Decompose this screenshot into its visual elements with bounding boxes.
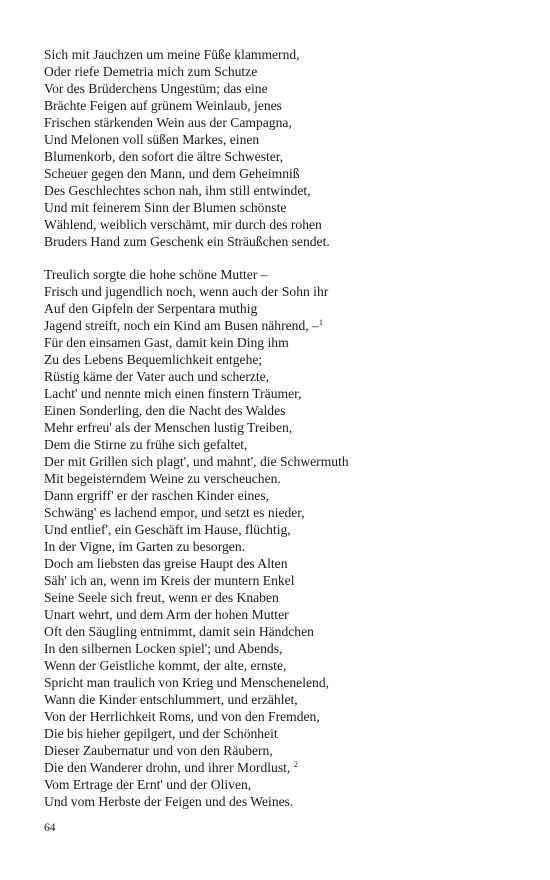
poem-line: [44, 708, 349, 725]
poem-line-text: Treulich sorgte die hohe schöne Mutter –: [44, 267, 268, 282]
poem-line-text: Lacht' und nennte mich einen finstern Träumer,: [44, 386, 302, 401]
poem-line-text: Unart wehrt, und dem Arm der hohen Mutter: [44, 607, 289, 622]
poem-line: [44, 182, 330, 199]
poem-line: [44, 793, 349, 810]
poem-line: [44, 436, 349, 453]
poem-line: [44, 402, 349, 419]
poem-line-text: Doch am liebsten das greise Haupt des Alten: [44, 556, 288, 571]
poem-line: [44, 283, 349, 300]
poem-line-text: Scheuer gegen den Mann, und dem Geheimniß: [44, 166, 300, 181]
poem-line: [44, 266, 349, 283]
poem-line-text: Und entlief', ein Geschäft im Hause, flüchtig,: [44, 522, 291, 537]
poem-line-text: In den silbernen Locken spiel'; und Abends,: [44, 641, 283, 656]
poem-line: [44, 487, 349, 504]
poem-line: [44, 385, 349, 402]
poem-line: [44, 572, 349, 589]
poem-line: [44, 131, 330, 148]
poem-line: [44, 233, 330, 250]
poem-line: [44, 63, 330, 80]
poem-line: [44, 300, 349, 317]
poem-line: [44, 114, 330, 131]
poem-line-text: Vor des Brüderchens Ungestüm; das eine: [44, 81, 268, 96]
poem-line-text: Frischen stärkenden Wein aus der Campagna,: [44, 115, 292, 130]
poem-line: [44, 623, 349, 640]
poem-line: [44, 148, 330, 165]
poem-line-text: Säh' ich an, wenn im Kreis der muntern Enkel: [44, 573, 295, 588]
poem-line: [44, 97, 330, 114]
poem-line-text: Die bis hieher gepilgert, und der Schönheit: [44, 726, 278, 741]
poem-line: [44, 691, 349, 708]
poem-line: [44, 351, 349, 368]
poem-line-text: Schwäng' es lachend empor, und setzt es nieder,: [44, 505, 305, 520]
stanza-2: [44, 266, 349, 810]
poem-line-text: Wählend, weiblich verschämt, mir durch des rohen: [44, 217, 322, 232]
poem-line-text: Sich mit Jauchzen um meine Füße klammernd,: [44, 47, 300, 62]
poem-line-text: Dem die Stirne zu frühe sich gefaltet,: [44, 437, 248, 452]
poem-line-text: Für den einsamen Gast, damit kein Ding ihm: [44, 335, 289, 350]
poem-line-text: Vom Ertrage der Ernt' und der Oliven,: [44, 777, 252, 792]
poem-line: [44, 674, 349, 691]
poem-line: [44, 606, 349, 623]
poem-line-text: Dann ergriff' er der raschen Kinder eines,: [44, 488, 270, 503]
poem-line-text: Und Melonen voll süßen Markes, einen: [44, 132, 260, 147]
poem-line-text: Wann die Kinder entschlummert, und erzählet,: [44, 692, 298, 707]
poem-line: [44, 199, 330, 216]
poem-line: [44, 46, 330, 63]
poem-line: [44, 555, 349, 572]
poem-line-text: Der mit Grillen sich plagt', und mahnt', die Schwermuth: [44, 454, 349, 469]
poem-line: [44, 504, 349, 521]
poem-line-text: Einen Sonderling, den die Nacht des Waldes: [44, 403, 286, 418]
poem-line: [44, 657, 349, 674]
poem-line: [44, 521, 349, 538]
poem-line-text: In der Vigne, im Garten zu besorgen.: [44, 539, 246, 554]
poem-line: [44, 640, 349, 657]
poem-line: [44, 334, 349, 351]
poem-line-text: Dieser Zaubernatur und von den Räubern,: [44, 743, 273, 758]
poem-line-text: Oder riefe Demetria mich zum Schutze: [44, 64, 258, 79]
poem-line: [44, 317, 349, 334]
poem-line-text: Oft den Säugling entnimmt, damit sein Händchen: [44, 624, 314, 639]
stanza-1: [44, 46, 330, 250]
poem-line-text: Brächte Feigen auf grünem Weinlaub, jenes: [44, 98, 282, 113]
poem-line: [44, 80, 330, 97]
poem-line: [44, 742, 349, 759]
poem-line: [44, 776, 349, 793]
poem-line: [44, 725, 349, 742]
poem-line-text: Und vom Herbste der Feigen und des Weines.: [44, 794, 294, 809]
poem-line: [44, 470, 349, 487]
poem-line-text: Spricht man traulich von Krieg und Menschenelend,: [44, 675, 330, 690]
footnote-marker[interactable]: 2: [293, 759, 298, 769]
poem-line: [44, 759, 349, 776]
poem-line-text: Seine Seele sich freut, wenn er des Knaben: [44, 590, 279, 605]
poem-line-text: Auf den Gipfeln der Serpentara muthig: [44, 301, 258, 316]
poem-line-text: Wenn der Geistliche kommt, der alte, ernste,: [44, 658, 287, 673]
page-number: 64: [44, 822, 56, 834]
poem-line-text: Rüstig käme der Vater auch und scherzte,: [44, 369, 270, 384]
poem-line: [44, 453, 349, 470]
poem-line-text: Des Geschlechtes schon nah, ihm still entwindet,: [44, 183, 311, 198]
poem-line-text: Blumenkorb, den sofort die ältre Schwester,: [44, 149, 284, 164]
poem-line: [44, 419, 349, 436]
poem-line: [44, 216, 330, 233]
poem-line-text: Mehr erfreu' als der Menschen lustig Treiben,: [44, 420, 293, 435]
poem-line-text: Und mit feinerem Sinn der Blumen schönste: [44, 200, 287, 215]
poem-line-text: Frisch und jugendlich noch, wenn auch der Sohn ihr: [44, 284, 329, 299]
poem-line: [44, 589, 349, 606]
poem-line-text: Mit begeisterndem Weine zu verscheuchen.: [44, 471, 281, 486]
poem-line: [44, 165, 330, 182]
poem-line-text: Zu des Lebens Bequemlichkeit entgehe;: [44, 352, 263, 367]
footnote-marker[interactable]: 1: [318, 317, 324, 327]
poem-line-text: Von der Herrlichkeit Roms, und von den Fremden,: [44, 709, 320, 724]
poem-line-text: Bruders Hand zum Geschenk ein Sträußchen sendet.: [44, 234, 330, 249]
poem-line-text: Die den Wanderer drohn, und ihrer Mordlust,: [44, 760, 291, 775]
poem-line: [44, 368, 349, 385]
poem-line-text: Jagend streift, noch ein Kind am Busen nährend, –: [44, 318, 319, 333]
poem-line: [44, 538, 349, 555]
